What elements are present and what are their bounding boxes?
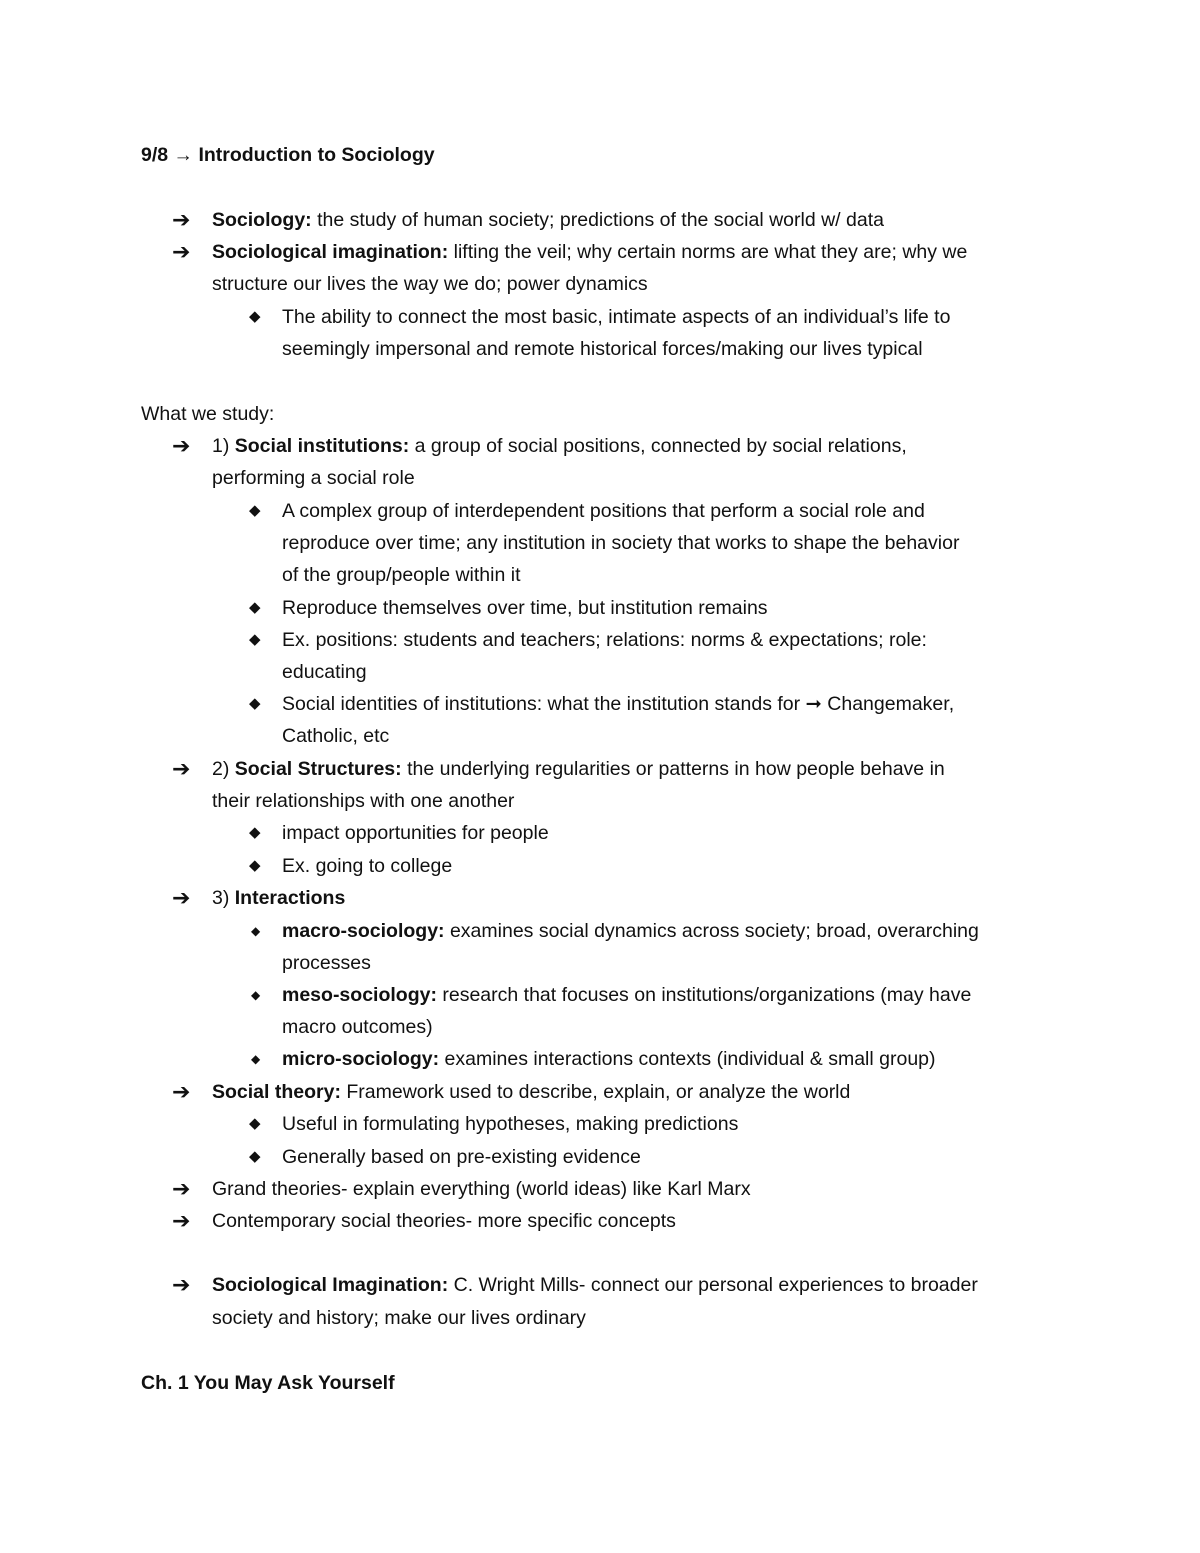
structures-item-cont: their relationships with one another [212, 790, 515, 812]
imagination-sub-line: The ability to connect the most basic, intimate aspects of an individual’s life to [282, 306, 951, 328]
contemporary-theories-item: Contemporary social theories- more specific concepts [212, 1210, 676, 1232]
grand-theories-item: Grand theories- explain everything (world ideas) like Karl Marx [212, 1178, 751, 1200]
arrow-bullet-icon: ➔ [172, 885, 191, 910]
term: micro-sociology: [282, 1048, 440, 1070]
item-number: 2) [212, 758, 235, 780]
arrow-bullet-icon: ➔ [172, 1208, 191, 1233]
diamond-bullet-icon: ◆ [251, 924, 261, 938]
institutions-item [212, 433, 907, 459]
arrow-bullet-icon: ➔ [172, 1176, 191, 1201]
institutions-sub-line: Catholic, etc [282, 725, 390, 747]
arrow-bullet-icon: ➔ [172, 756, 191, 781]
theory-sub-line: Generally based on pre-existing evidence [282, 1146, 641, 1168]
term: Interactions [234, 887, 346, 909]
term: Sociological imagination: [212, 241, 449, 263]
macro-sociology-line [282, 918, 979, 944]
diamond-bullet-icon: ◆ [249, 1115, 261, 1132]
definition: C. Wright Mills- connect our personal experiences to broader [448, 1274, 978, 1296]
heading-date: 9/8 [141, 144, 169, 166]
definition: research that focuses on institutions/organizations (may have [436, 984, 972, 1006]
social-theory-item [212, 1079, 850, 1105]
institutions-sub-line: of the group/people within it [282, 564, 521, 586]
institutions-sub-line: educating [282, 661, 367, 683]
imagination-definition-cont: structure our lives the way we do; power dynamics [212, 273, 648, 295]
definition: the underlying regularities or patterns in how people behave in [401, 758, 945, 780]
imagination-definition [212, 239, 967, 265]
arrow-bullet-icon: ➔ [172, 1272, 191, 1297]
definition: the study of human society; predictions of the social world w/ data [311, 209, 884, 231]
chapter-heading: Ch. 1 You May Ask Yourself [141, 1372, 395, 1394]
definition: examines interactions contexts (individual & small group) [439, 1048, 936, 1070]
institutions-sub-line: Social identities of institutions: what the institution stands for ➞ Changemaker, [282, 693, 955, 715]
right-arrow-icon: → [173, 144, 194, 166]
term: Sociological Imagination: [212, 1274, 449, 1296]
diamond-bullet-icon: ◆ [249, 308, 261, 325]
diamond-bullet-icon: ◆ [249, 1148, 261, 1165]
definition: Framework used to describe, explain, or analyze the world [340, 1081, 851, 1103]
section-label: What we study: [141, 403, 275, 425]
item-number: 1) [212, 435, 235, 457]
mills-imagination-item [212, 1272, 978, 1298]
definition: lifting the veil; why certain norms are what they are; why we [448, 241, 968, 263]
arrow-bullet-icon: ➔ [172, 239, 191, 264]
term: Social institutions: [234, 435, 410, 457]
diamond-bullet-icon: ◆ [249, 599, 261, 616]
micro-sociology-line [282, 1046, 936, 1072]
theory-sub-line: Useful in formulating hypotheses, making predictions [282, 1113, 739, 1135]
sociology-definition [212, 207, 884, 233]
definition: a group of social positions, connected by social relations, [409, 435, 907, 457]
diamond-bullet-icon: ◆ [249, 631, 261, 648]
term: meso-sociology: [282, 984, 437, 1006]
institutions-item-cont: performing a social role [212, 467, 415, 489]
interactions-item [212, 885, 345, 911]
institutions-sub-line: A complex group of interdependent positions that perform a social role and [282, 500, 925, 522]
structures-sub-line: impact opportunities for people [282, 822, 549, 844]
term: Sociology: [212, 209, 312, 231]
diamond-bullet-icon: ◆ [249, 857, 261, 874]
macro-sociology-line-cont: processes [282, 952, 371, 974]
diamond-bullet-icon: ◆ [251, 988, 261, 1002]
diamond-bullet-icon: ◆ [249, 502, 261, 519]
imagination-sub-line-cont: seemingly impersonal and remote historical forces/making our lives typical [282, 338, 923, 360]
term: macro-sociology: [282, 920, 445, 942]
diamond-bullet-icon: ◆ [249, 695, 261, 712]
institutions-sub-line: reproduce over time; any institution in society that works to shape the behavior [282, 532, 960, 554]
term: Social theory: [212, 1081, 341, 1103]
meso-sociology-line-cont: macro outcomes) [282, 1016, 433, 1038]
arrow-bullet-icon: ➔ [172, 1079, 191, 1104]
diamond-bullet-icon: ◆ [249, 824, 261, 841]
structures-item [212, 756, 945, 782]
diamond-bullet-icon: ◆ [251, 1052, 261, 1066]
heading-title: Introduction to Sociology [198, 144, 435, 166]
term: Social Structures: [234, 758, 402, 780]
page-heading [141, 142, 435, 168]
definition: examines social dynamics across society; broad, overarching [444, 920, 979, 942]
meso-sociology-line [282, 982, 971, 1008]
arrow-bullet-icon: ➔ [172, 207, 191, 232]
arrow-bullet-icon: ➔ [172, 433, 191, 458]
structures-sub-line: Ex. going to college [282, 855, 453, 877]
institutions-sub-line: Ex. positions: students and teachers; relations: norms & expectations; role: [282, 629, 927, 651]
mills-imagination-item-cont: society and history; make our lives ordinary [212, 1307, 586, 1329]
institutions-sub-line: Reproduce themselves over time, but institution remains [282, 597, 768, 619]
item-number: 3) [212, 887, 235, 909]
